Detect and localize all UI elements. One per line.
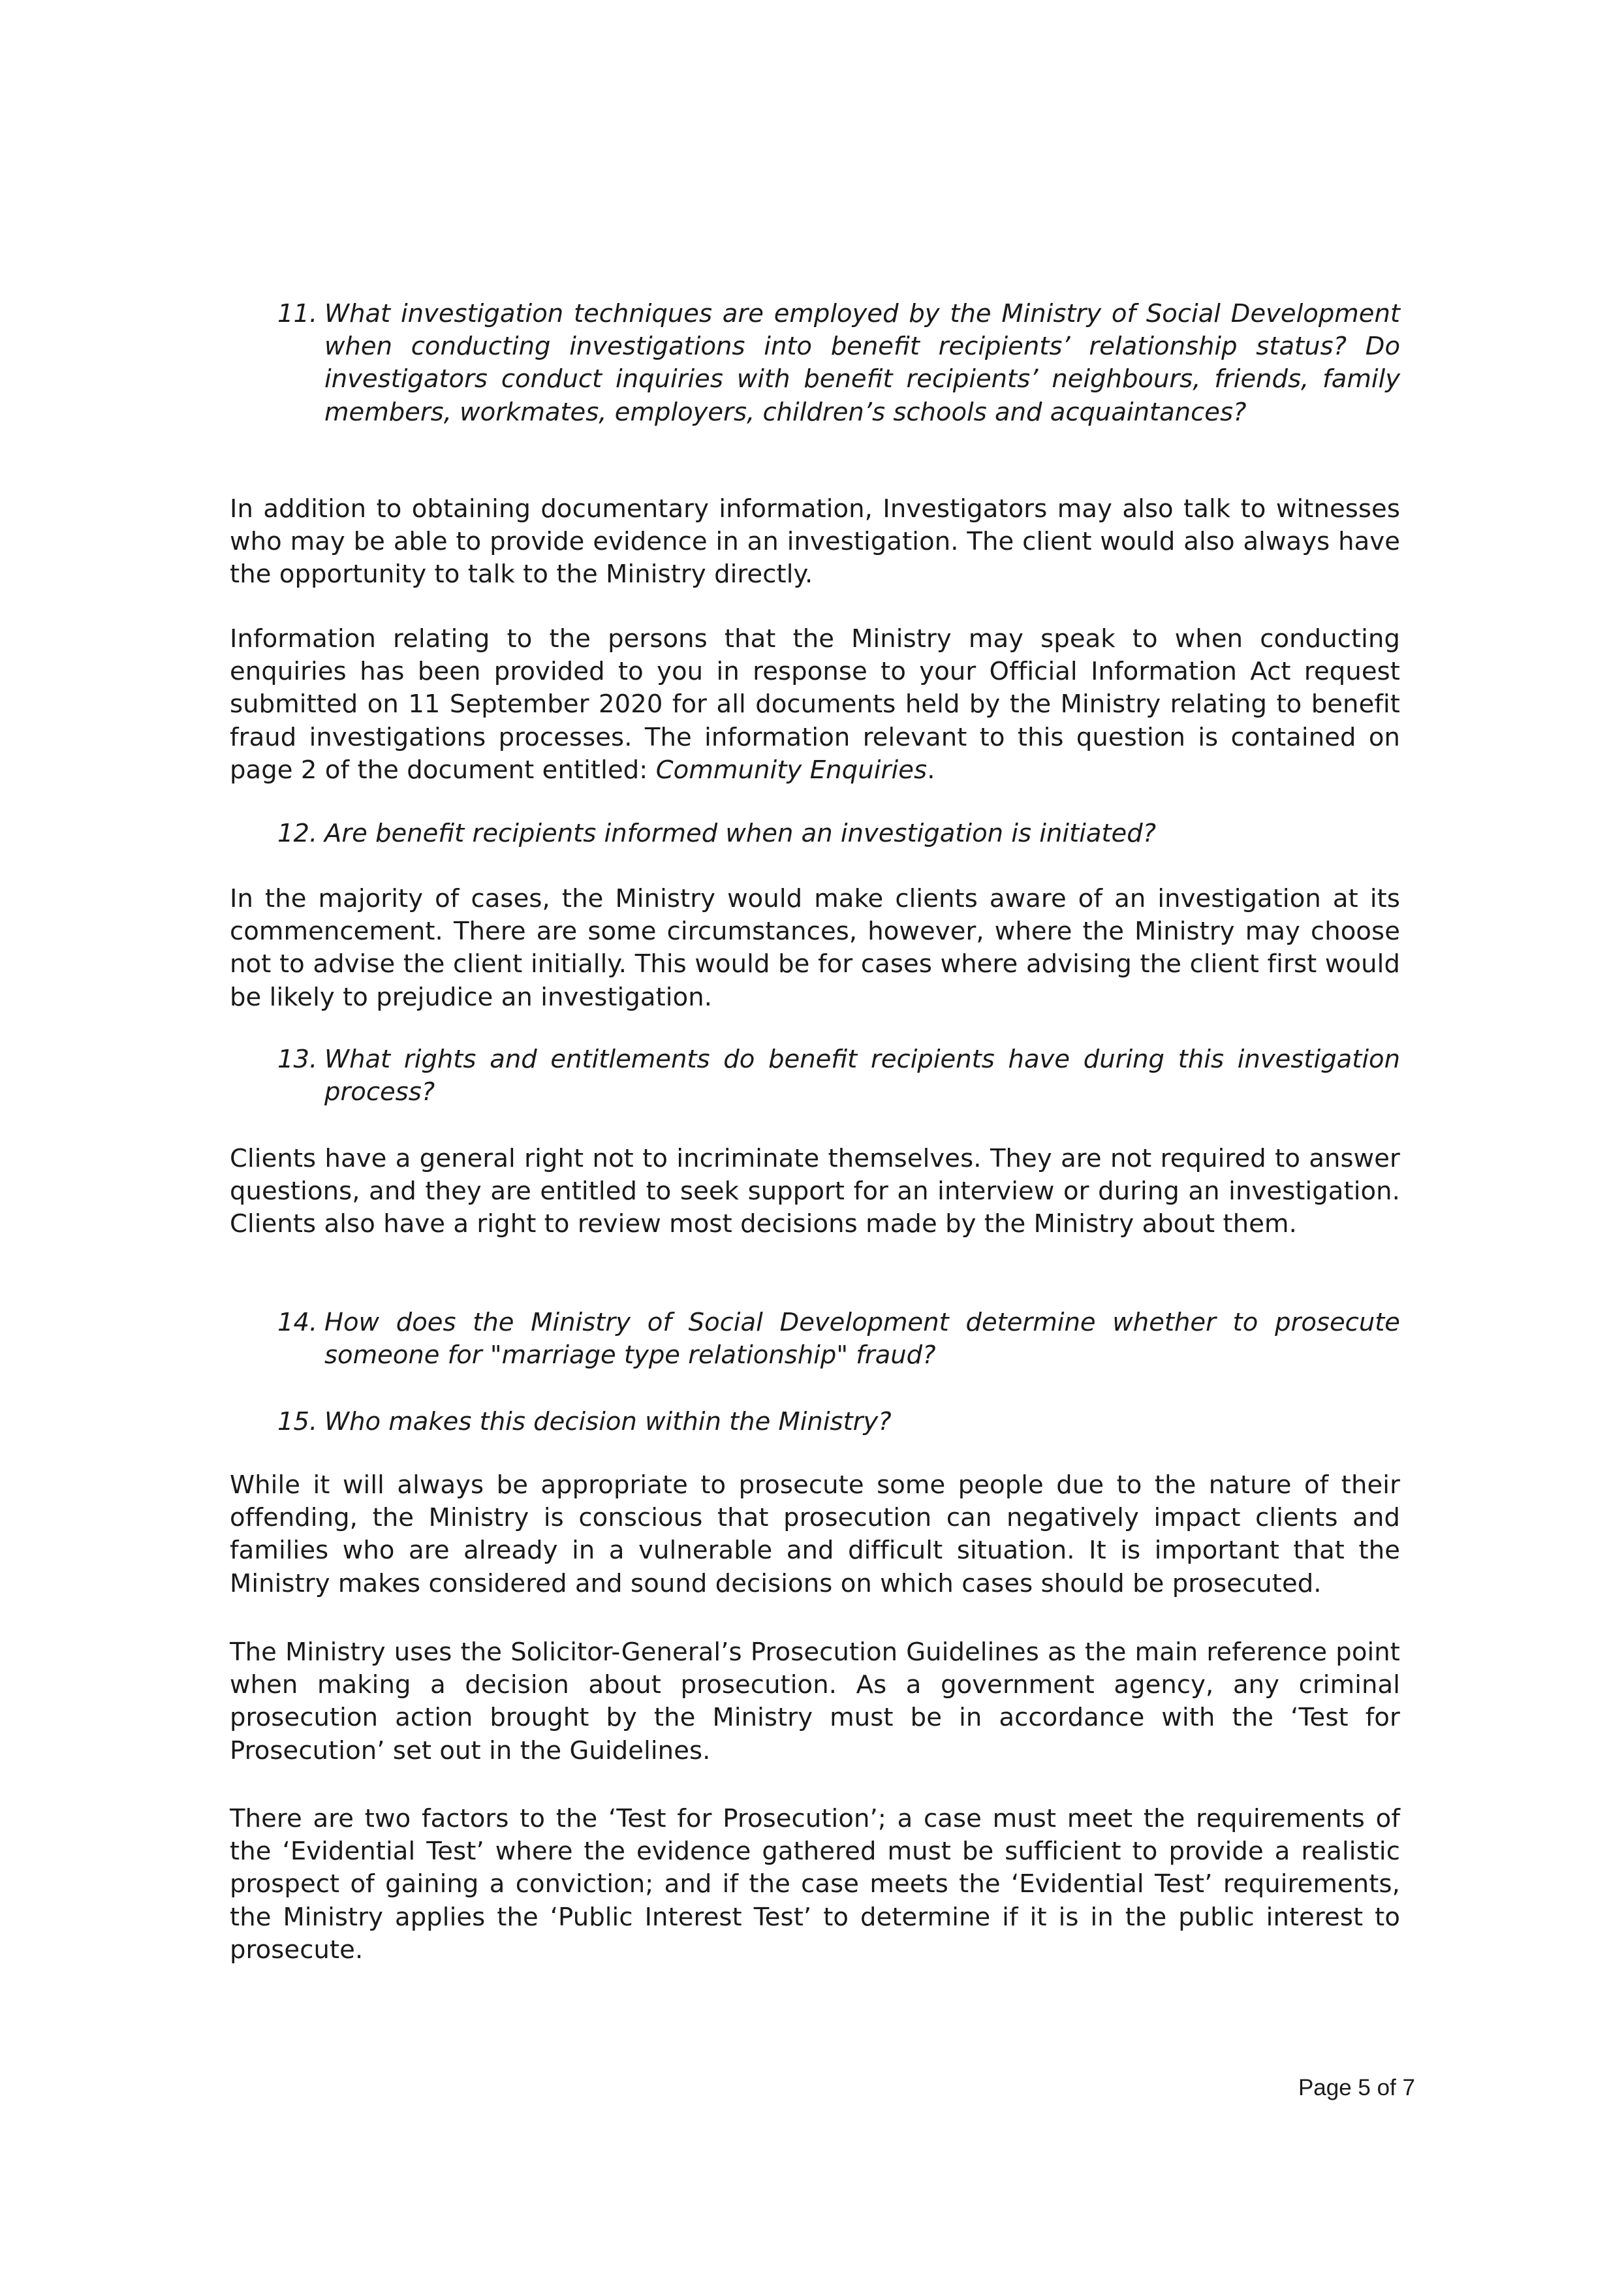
question-text: What investigation techniques are employed by the Ministry of Social Development when conducting investigations into benefit recipients’ relationship status? Do investigators conduct inquiries with benefit recipients’ neighbours, friends, family members, workmates, employers, children’s schools and acquaintances?	[324, 299, 1400, 427]
question-text: Who makes this decision within the Ministry?	[324, 1407, 892, 1436]
question-number: 12.	[277, 819, 318, 848]
document-title-reference: Community Enquiries	[655, 755, 928, 785]
question-15	[277, 1406, 1400, 1438]
answer-15-paragraph-3: There are two factors to the ‘Test for Prosecution’; a case must meet the requirements of the ‘Evidential Test’ where the evidence gathered must be sufficient to provide a realistic prospect of gaining a conviction; and if the case meets the ‘Evidential Test’ requirements, the Ministry applies the ‘Public Interest Test’ to determine if it is in the public interest to prosecute.	[230, 1804, 1400, 1965]
answer-15-paragraph-2: The Ministry uses the Solicitor-General’s Prosecution Guidelines as the main reference point when making a decision about prosecution. As a government agency, any criminal prosecution action brought by the Ministry must be in accordance with the ‘Test for Prosecution’ set out in the Guidelines.	[230, 1638, 1400, 1765]
question-text: What rights and entitlements do benefit recipients have during this investigation process?	[324, 1045, 1400, 1107]
page-number: Page 5 of 7	[1298, 2075, 1415, 2100]
answer-15-paragraph-1: While it will always be appropriate to prosecute some people due to the nature of their offending, the Ministry is conscious that prosecution can negatively impact clients and families who are already in a vulnerable and difficult situation. It is important that the Ministry makes considered and sound decisions on which cases should be prosecuted.	[230, 1470, 1400, 1598]
paragraph-text: Information relating to the persons that the Ministry may speak to when conducting enquiries has been provided to you in response to your Official Information Act request submitted on 11 September 2020 for all documents held by the Ministry relating to benefit fraud investigations processes. The information relevant to this question is contained on page 2 of the document entitled:	[230, 624, 1400, 785]
answer-11-paragraph-1: In addition to obtaining documentary information, Investigators may also talk to witnesses who may be able to provide evidence in an investigation. The client would also always have the opportunity to talk to the Ministry directly.	[230, 494, 1400, 590]
answer-12-paragraph-1: In the majority of cases, the Ministry would make clients aware of an investigation at its commencement. There are some circumstances, however, where the Ministry may choose not to advise the client initially. This would be for cases where advising the client first would be likely to prejudice an investigation.	[230, 884, 1400, 1012]
paragraph-end: .	[927, 755, 935, 785]
question-12	[277, 817, 1400, 850]
question-11	[277, 298, 1400, 429]
question-text: Are benefit recipients informed when an investigation is initiated?	[324, 819, 1157, 848]
question-number: 14.	[277, 1308, 318, 1337]
question-13	[277, 1043, 1400, 1109]
answer-11-paragraph-2	[230, 623, 1400, 787]
question-number: 15.	[277, 1407, 318, 1436]
question-14	[277, 1306, 1400, 1372]
question-number: 13.	[277, 1045, 318, 1074]
question-number: 11.	[277, 299, 318, 328]
question-text: How does the Ministry of Social Development determine whether to prosecute someone for "marriage type relationship" fraud?	[324, 1308, 1400, 1370]
answer-13-paragraph-1: Clients have a general right not to incriminate themselves. They are not required to answer questions, and they are entitled to seek support for an interview or during an investigation. Clients also have a right to review most decisions made by the Ministry about them.	[230, 1144, 1400, 1239]
